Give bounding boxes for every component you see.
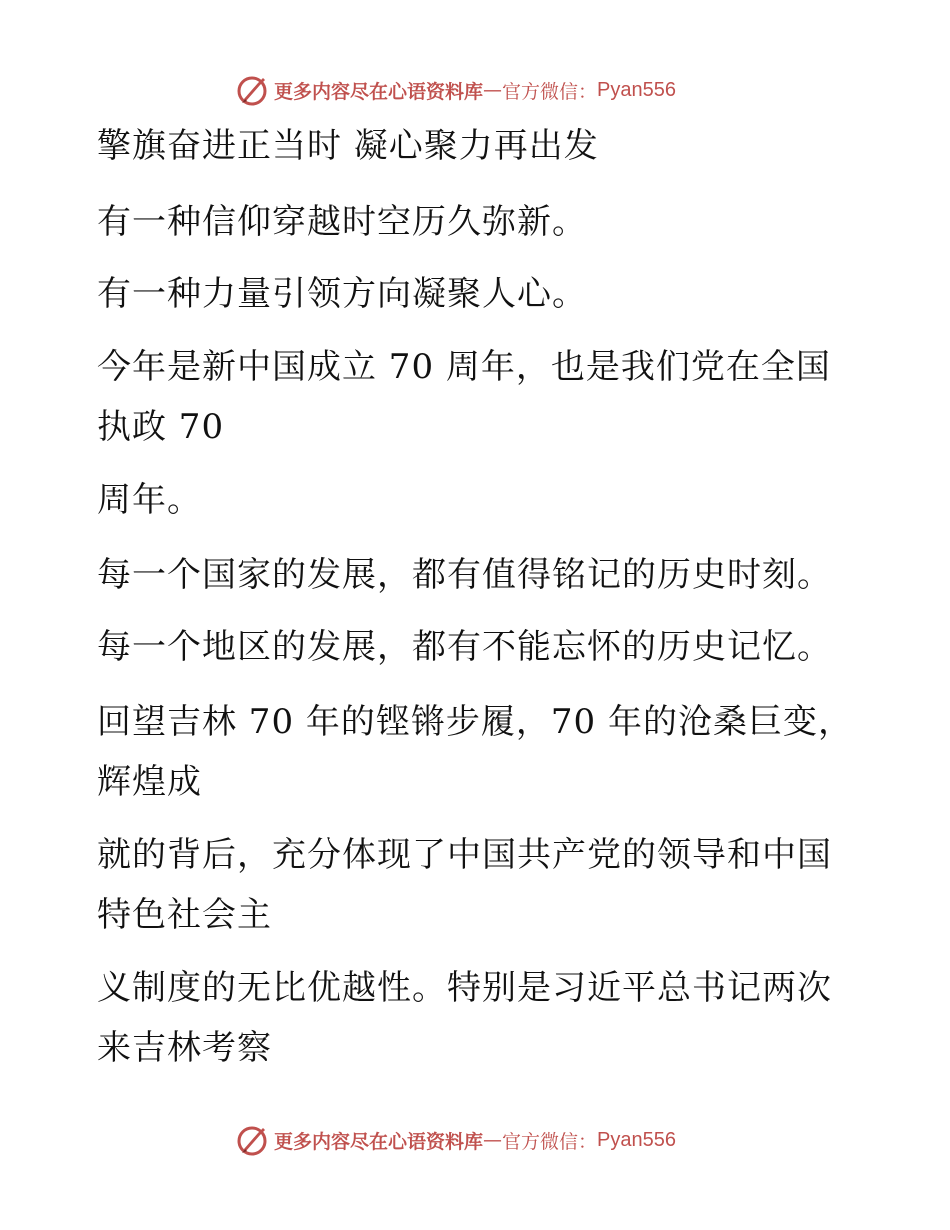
header-dash: — [483,79,503,101]
document-line: 周年。 [97,480,202,520]
header-banner [236,72,676,108]
header-wechat-label: 官方微信： [502,80,598,103]
document-line: 执政 70 [97,407,225,447]
footer-banner [236,1122,676,1158]
pen-logo-icon [236,73,270,107]
document-line: 每一个地区的发展，都有不能忘怀的历史记忆。 [97,627,832,667]
footer-dash: — [483,1129,503,1151]
footer-wechat-label: 官方微信： [502,1130,598,1153]
document-line: 有一种信仰穿越时空历久弥新。 [97,202,587,242]
document-line: 特色社会主 [97,895,272,935]
document-line: 每一个国家的发展，都有值得铭记的历史时刻。 [97,555,832,595]
header-wechat-id: Pyan556 [597,78,676,101]
footer-wechat-id: Pyan556 [597,1128,676,1151]
document-line: 就的背后，充分体现了中国共产党的领导和中国 [97,835,832,875]
document-line: 有一种力量引领方向凝聚人心。 [97,274,587,314]
pen-logo-icon [236,1123,270,1157]
footer-brand-text: 更多内容尽在心语资料库 [274,1130,484,1153]
document-line: 今年是新中国成立 70 周年，也是我们党在全国 [97,347,831,387]
header-brand-text: 更多内容尽在心语资料库 [274,80,484,103]
document-line: 义制度的无比优越性。特别是习近平总书记两次 [97,968,832,1008]
document-line: 回望吉林 70 年的铿锵步履，70 年的沧桑巨变， [97,702,853,742]
document-line: 辉煌成 [97,762,202,802]
document-line: 擎旗奋进正当时 凝心聚力再出发 [97,126,599,166]
document-line: 来吉林考察 [97,1028,272,1068]
